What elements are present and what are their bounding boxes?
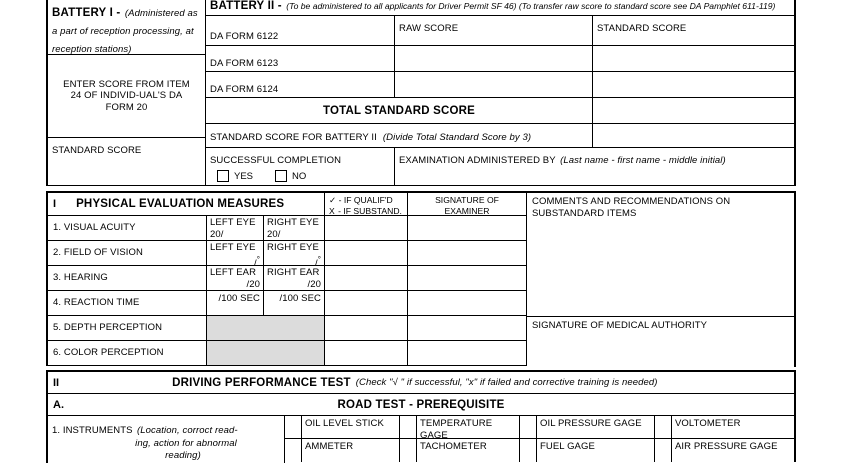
instrument-label-text: TACHOMETER xyxy=(420,441,487,452)
standard-score-header-cell xyxy=(593,16,796,46)
instruments-note-3: reading) xyxy=(165,449,201,461)
battery1-instruction: ENTER SCORE FROM ITEM 24 OF INDIVID-UAL'S DA FORM 20 xyxy=(63,78,190,113)
da-form-6122-label: DA FORM 6122 xyxy=(210,31,279,42)
battery1-standard-score-label: STANDARD SCORE xyxy=(52,145,142,156)
measure-right-bottom: 20/ xyxy=(267,228,281,240)
signature-examiner-header xyxy=(408,191,527,216)
instrument-check-cell[interactable] xyxy=(655,416,672,439)
comments-header-cell[interactable] xyxy=(527,191,796,316)
measure-row-label xyxy=(46,316,207,341)
section2-title: DRIVING PERFORMANCE TEST xyxy=(172,376,351,389)
measure-signature-cell[interactable] xyxy=(408,341,527,366)
instrument-check-cell[interactable] xyxy=(285,439,302,462)
section2-number: II xyxy=(53,376,60,389)
cell-da-form-6123 xyxy=(206,46,395,72)
measure-row-label xyxy=(46,291,207,316)
measure-label-text: 2. FIELD OF VISION xyxy=(53,247,143,259)
measure-right-bottom: /° xyxy=(314,254,321,269)
measure-left-bottom: /° xyxy=(253,254,260,269)
degree-symbol: ° xyxy=(256,254,260,264)
measure-row-label xyxy=(46,341,207,366)
measure-left-cell[interactable] xyxy=(207,216,264,241)
total-standard-score-label-cell xyxy=(206,98,593,124)
part-a-header xyxy=(46,394,796,416)
instrument-check-cell[interactable] xyxy=(400,439,417,462)
instruments-label-cell xyxy=(46,416,285,463)
instrument-check-cell[interactable] xyxy=(520,439,537,462)
standard-score-header: STANDARD SCORE xyxy=(597,23,687,34)
instruments-note-1: (Location, corroct read- xyxy=(137,425,238,436)
measure-label-text: 3. HEARING xyxy=(53,272,108,284)
measure-row-label xyxy=(46,266,207,291)
measure-check-cell[interactable] xyxy=(325,316,408,341)
battery1-title: BATTERY I - xyxy=(52,7,121,19)
instrument-label-text: VOLTOMETER xyxy=(675,418,741,429)
measure-left-bottom: /100 SEC xyxy=(218,293,260,304)
measure-right-bottom: /20 xyxy=(307,278,321,290)
da-form-6124-label: DA FORM 6124 xyxy=(210,84,279,95)
instrument-label-text: AMMETER xyxy=(305,441,354,452)
examiner-label: EXAMINATION ADMINISTERED BY xyxy=(399,155,556,166)
measure-shaded-cell xyxy=(207,341,325,366)
instrument-check-cell[interactable] xyxy=(655,439,672,462)
no-label: NO xyxy=(292,170,307,182)
instruments-note-2: ing, action for abnormal xyxy=(135,438,237,449)
examiner-name-cell[interactable] xyxy=(395,148,796,186)
total-standard-score-label: TOTAL STANDARD SCORE xyxy=(322,104,475,117)
instrument-label-cell xyxy=(302,439,400,462)
measure-check-cell[interactable] xyxy=(325,266,408,291)
yes-checkbox[interactable] xyxy=(217,170,229,182)
battery2-header-cell xyxy=(206,0,796,16)
measure-signature-cell[interactable] xyxy=(408,241,527,266)
battery2-score-label-cell xyxy=(206,124,593,148)
section1-number: I xyxy=(53,198,57,210)
raw-score-header: RAW SCORE xyxy=(399,23,459,34)
part-a-title: ROAD TEST - PREREQUISITE xyxy=(337,398,505,411)
measure-label-text: 6. COLOR PERCEPTION xyxy=(53,347,164,359)
qualify-text: - IF QUALIF'D xyxy=(338,195,393,205)
cell-da-form-6124 xyxy=(206,72,395,98)
measure-right-top: RIGHT EAR xyxy=(267,267,320,278)
instrument-label-cell xyxy=(537,439,655,462)
degree-symbol: ° xyxy=(317,254,321,264)
section2-note: (Check "√ " if successful, "x" if failed and corrective training is needed) xyxy=(355,376,658,388)
section2-header xyxy=(46,370,796,394)
qualify-legend-cell xyxy=(325,191,408,216)
part-a-letter: A. xyxy=(53,398,64,411)
examiner-note: (Last name - first name - middle initial) xyxy=(560,155,726,166)
instrument-label-text: OIL LEVEL STICK xyxy=(305,418,384,429)
measure-right-cell[interactable] xyxy=(264,241,325,269)
measure-left-top: LEFT EYE xyxy=(210,242,256,253)
da-form-6123-label: DA FORM 6123 xyxy=(210,58,279,69)
standard-score-input-6124[interactable] xyxy=(593,72,796,98)
measure-check-cell[interactable] xyxy=(325,216,408,241)
check-icon: ✓ xyxy=(329,195,337,205)
instrument-check-cell[interactable] xyxy=(400,416,417,439)
successful-completion-label: SUCCESSFUL COMPLETION xyxy=(210,155,342,166)
measure-left-top: LEFT EAR xyxy=(210,267,257,278)
comments-header-line2: SUBSTANDARD ITEMS xyxy=(532,207,637,219)
measure-label-text: 5. DEPTH PERCEPTION xyxy=(53,322,163,334)
standard-score-input-6123[interactable] xyxy=(593,46,796,72)
yes-label: YES xyxy=(234,170,254,182)
measure-check-cell[interactable] xyxy=(325,241,408,266)
measure-label-text: 4. REACTION TIME xyxy=(53,297,140,309)
instrument-label-text: FUEL GAGE xyxy=(540,441,595,452)
qualify-line xyxy=(329,195,407,206)
battery1-standard-score-cell[interactable] xyxy=(46,138,206,186)
substand-line xyxy=(329,206,407,217)
measure-left-cell[interactable] xyxy=(207,241,264,269)
x-icon: X xyxy=(329,205,335,216)
cell-da-form-6122 xyxy=(206,16,395,46)
comments-header-line1: COMMENTS AND RECOMMENDATIONS ON xyxy=(532,196,731,207)
measure-row-label xyxy=(46,216,207,241)
measure-right-cell[interactable] xyxy=(264,216,325,241)
instrument-check-cell[interactable] xyxy=(520,416,537,439)
instrument-label-cell xyxy=(672,439,796,462)
medical-signature-label: SIGNATURE OF MEDICAL AUTHORITY xyxy=(532,320,708,331)
no-checkbox[interactable] xyxy=(275,170,287,182)
measure-right-cell[interactable] xyxy=(264,291,325,316)
instrument-label-text: AIR PRESSURE GAGE xyxy=(675,441,778,452)
measure-row-label xyxy=(46,241,207,266)
measure-signature-cell[interactable] xyxy=(408,266,527,291)
battery1-subtitle: (Administered as a part of reception processing, at reception stations) xyxy=(52,8,198,55)
measure-right-bottom: /100 SEC xyxy=(279,293,321,304)
instruments-label: 1. INSTRUMENTS xyxy=(52,425,133,436)
measure-signature-cell[interactable] xyxy=(408,316,527,341)
measure-shaded-cell xyxy=(207,316,325,341)
measure-left-bottom: 20/ xyxy=(210,228,224,240)
measure-left-cell[interactable] xyxy=(207,266,264,291)
signature-examiner-line1: SIGNATURE OF xyxy=(435,195,499,205)
no-checkbox-group[interactable] xyxy=(275,170,306,182)
battery2-subtitle: (To be administered to all applicants for Driver Permit SF 46) (To transfer raw score to standard score see DA Pamphlet 611-119) xyxy=(286,1,776,11)
instrument-label-text: TEMPERATURE GAGE xyxy=(420,418,493,441)
instrument-label-cell xyxy=(417,439,520,462)
measure-left-top: LEFT EYE xyxy=(210,217,256,228)
measure-check-cell[interactable] xyxy=(325,341,408,366)
section1-header xyxy=(46,191,325,216)
signature-examiner-line2: EXAMINER xyxy=(444,205,490,216)
battery2-score-note: (Divide Total Standard Score by 3) xyxy=(382,131,532,143)
measure-label-text: 1. VISUAL ACUITY xyxy=(53,222,136,234)
measure-check-cell[interactable] xyxy=(325,291,408,316)
measure-right-top: RIGHT EYE xyxy=(267,217,319,228)
measure-right-top: RIGHT EYE xyxy=(267,242,319,253)
battery1-header-cell xyxy=(46,0,206,55)
measure-right-cell[interactable] xyxy=(264,266,325,291)
instrument-label-cell xyxy=(537,416,655,439)
instrument-check-cell[interactable] xyxy=(285,416,302,439)
raw-score-header-cell xyxy=(395,16,593,46)
battery1-instruction-cell xyxy=(46,55,206,138)
substand-text: - IF SUBSTAND. xyxy=(338,205,402,216)
raw-score-input-6124[interactable] xyxy=(395,72,593,98)
battery2-score-input[interactable] xyxy=(593,124,796,148)
yes-checkbox-group[interactable] xyxy=(217,170,253,182)
battery2-score-label: STANDARD SCORE FOR BATTERY II xyxy=(210,131,377,143)
measure-left-bottom: /20 xyxy=(246,278,260,290)
total-standard-score-input[interactable] xyxy=(593,98,796,124)
raw-score-input-6123[interactable] xyxy=(395,46,593,72)
battery2-title: BATTERY II - xyxy=(210,0,282,12)
measure-signature-cell[interactable] xyxy=(408,291,527,316)
instrument-label-cell xyxy=(302,416,400,439)
instrument-label-cell xyxy=(672,416,796,439)
section1-title: PHYSICAL EVALUATION MEASURES xyxy=(76,198,285,210)
medical-signature-cell[interactable] xyxy=(527,316,796,367)
instrument-label-text: OIL PRESSURE GAGE xyxy=(540,418,642,429)
measure-signature-cell[interactable] xyxy=(408,216,527,241)
instrument-label-cell xyxy=(417,416,520,439)
measure-left-cell[interactable] xyxy=(207,291,264,316)
